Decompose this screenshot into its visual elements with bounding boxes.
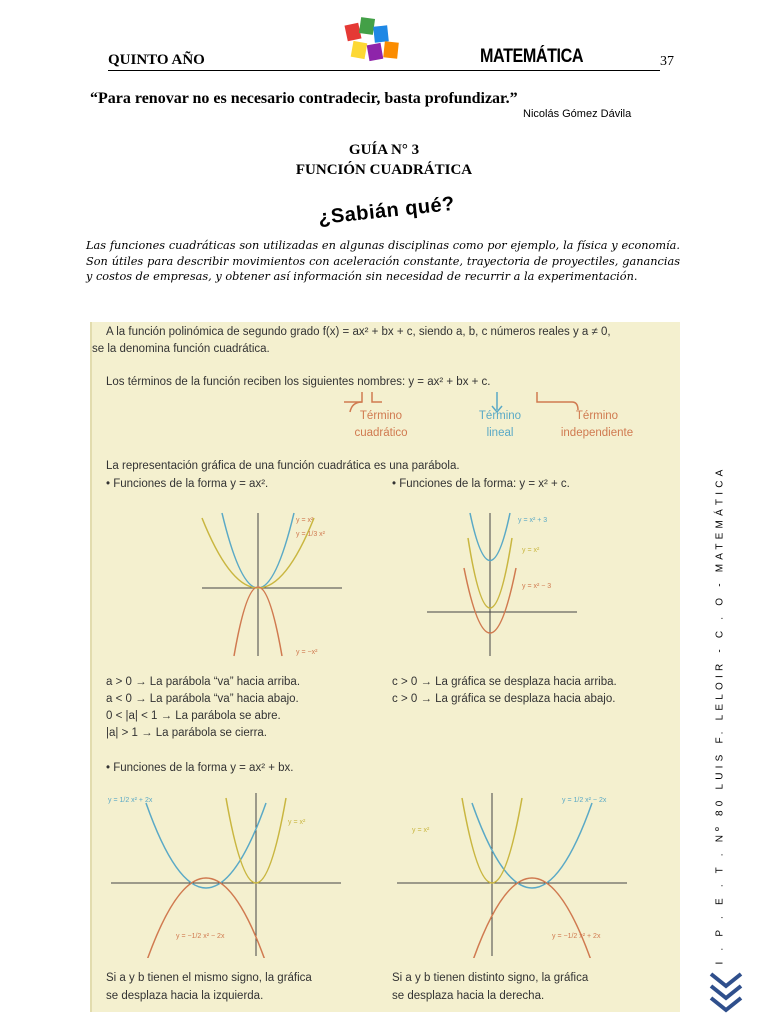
plot1-label-1: y = x² [296, 517, 314, 524]
header-rule [108, 70, 660, 71]
quote-text: “Para renovar no es necesario contradecir, basta profundizar.” [90, 90, 518, 107]
textbook-scan [90, 322, 680, 1012]
definition-line-1: A la función polinómica de segundo grado f(x) = ax² + bx + c, siendo a, b, c números reales y a ≠ 0, [106, 326, 611, 338]
chevron-down-icon [708, 970, 744, 1016]
plot-ax2-bx-diff [392, 788, 632, 958]
plot4-label-2: y = x² [412, 827, 430, 834]
graph-line: La representación gráfica de una función cuadrática es una parábola. [106, 460, 460, 472]
plot-x2c [422, 508, 582, 658]
numbers-logo-icon [342, 14, 402, 64]
form-bx: • Funciones de la forma y = ax² + bx. [106, 762, 294, 774]
guide-number: GUÍA N° 3 [348, 142, 420, 158]
quote-author: Nicolás Gómez Dávila [523, 108, 632, 120]
intro-paragraph: Las funciones cuadráticas son utilizadas en algunas disciplinas como por ejemplo, la física y economía. Son útiles para describir movimientos con aceleración constante, trayectoria de proyectiles, ganancias y costos de empresas, y obtener así información sin necesidad de recurrir a la experimentación. [86, 239, 680, 283]
sabian-que-heading: ¿Sabián qué? [317, 192, 456, 230]
term-independent: Término independiente [560, 410, 634, 439]
rule-right-2: c > 0 → La gráfica se desplaza hacia abajo. [392, 693, 616, 705]
bottom-left-2: se desplaza hacia la izquierda. [106, 990, 264, 1002]
rule-left-3: 0 < |a| < 1 → La parábola se abre. [106, 710, 281, 722]
term-linear: Término lineal [478, 410, 522, 439]
rule-left-4: |a| > 1 → La parábola se cierra. [106, 727, 267, 739]
plot-ax2-bx-same [106, 788, 346, 958]
bottom-left-1: Si a y b tienen el mismo signo, la gráfica [106, 972, 312, 984]
plot3-label-3: y = −1/2 x² − 2x [176, 933, 225, 940]
plot2-label-2: y = x² [522, 547, 540, 554]
guide-title: FUNCIÓN CUADRÁTICA [295, 162, 473, 178]
header-grade: QUINTO AÑO [108, 52, 205, 68]
plot-ax2 [192, 508, 352, 658]
plot4-label-1: y = 1/2 x² − 2x [562, 797, 607, 804]
side-vertical-text: I . P . E . T . Nº 80 LUIS F. LELOIR - C . O - MATEMÁTICA [714, 465, 726, 965]
term-quadratic: Término cuadrático [354, 410, 408, 439]
plot2-label-1: y = x² + 3 [518, 517, 548, 524]
rule-left-2: a < 0 → La parábola “va” hacia abajo. [106, 693, 299, 705]
plot3-label-2: y = x² [288, 819, 306, 826]
plot4-label-3: y = −1/2 x² + 2x [552, 933, 601, 940]
plot1-label-2: y = 1/3 x² [296, 531, 325, 538]
plot3-label-1: y = 1/2 x² + 2x [108, 797, 153, 804]
plot2-label-3: y = x² − 3 [522, 583, 552, 590]
page-number: 37 [660, 54, 674, 69]
rule-right-1: c > 0 → La gráfica se desplaza hacia arriba. [392, 676, 617, 688]
rule-left-1: a > 0 → La parábola “va” hacia arriba. [106, 676, 301, 688]
form-x2c: • Funciones de la forma: y = x² + c. [392, 478, 570, 490]
form-ax2: • Funciones de la forma y = ax². [106, 478, 269, 490]
definition-line-2: se la denomina función cuadrática. [92, 343, 270, 355]
terms-line: Los términos de la función reciben los siguientes nombres: y = ax² + bx + c. [106, 376, 491, 388]
plot1-label-3: y = −x² [296, 649, 318, 656]
bottom-right-1: Si a y b tienen distinto signo, la gráfica [392, 972, 589, 984]
header-subject: MATEMÁTICA [480, 46, 584, 67]
bottom-right-2: se desplaza hacia la derecha. [392, 990, 545, 1002]
